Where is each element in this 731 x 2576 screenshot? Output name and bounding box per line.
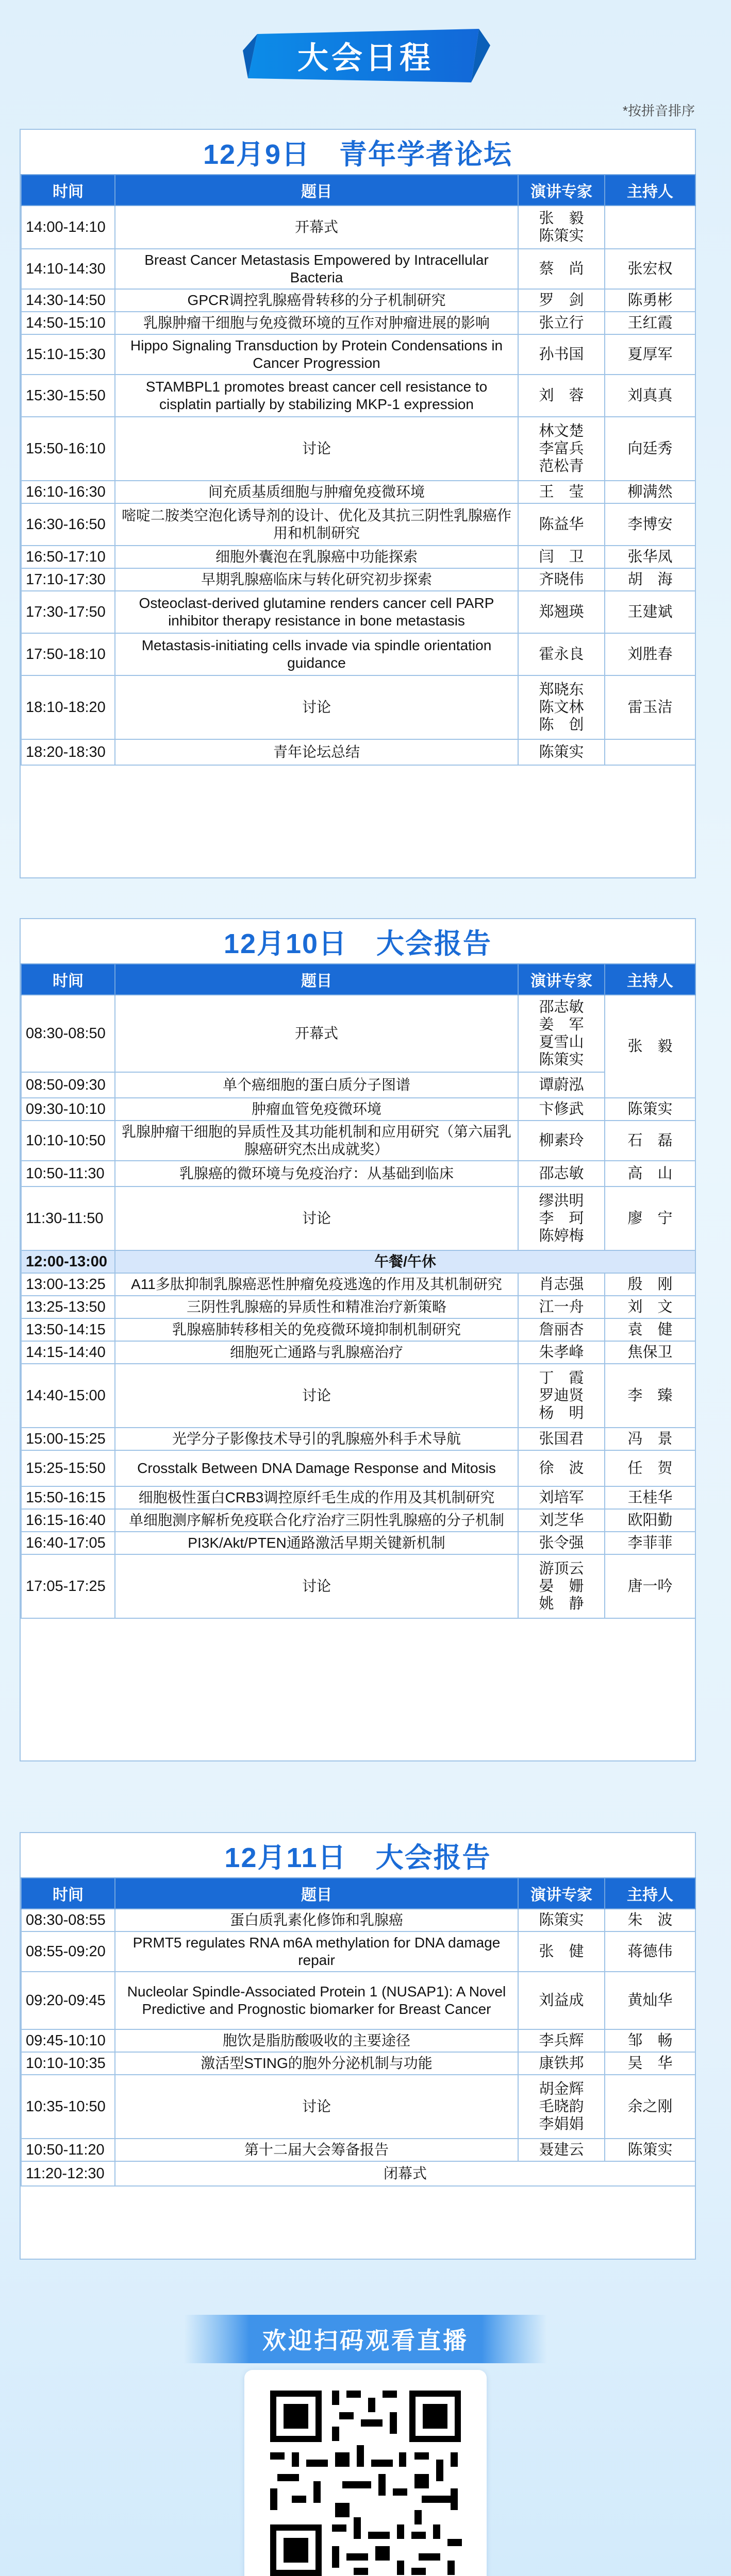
column-header-time: 时间 [21, 1878, 115, 1909]
host-cell: 胡 海 [605, 568, 695, 591]
topic-cell: 细胞死亡通路与乳腺癌治疗 [115, 1341, 518, 1364]
qr-code-icon[interactable] [244, 2370, 487, 2576]
topic-cell: 间充质基质细胞与肿瘤免疫微环境 [115, 481, 518, 503]
topic-cell: 开幕式 [115, 206, 518, 249]
table-row [21, 2139, 695, 2161]
host-cell: 雷玉洁 [605, 675, 695, 739]
column-header-speaker: 演讲专家 [518, 175, 605, 206]
topic-cell: 讨论 [115, 1554, 518, 1618]
qr-code-card [244, 2370, 487, 2576]
host-cell: 吴 华 [605, 2052, 695, 2075]
topic-cell: PRMT5 regulates RNA m6A methylation for DNA damage repair [115, 1931, 518, 1972]
speaker-cell: 刘益成 [518, 1972, 605, 2029]
time-cell: 13:00-13:25 [21, 1273, 115, 1296]
column-header-host: 主持人 [605, 964, 695, 995]
host-cell: 廖 宁 [605, 1187, 695, 1250]
speaker-cell: 王 莹 [518, 481, 605, 503]
table-row [21, 1273, 695, 1296]
host-cell: 欧阳勤 [605, 1509, 695, 1532]
time-cell: 09:45-10:10 [21, 2029, 115, 2052]
time-cell: 15:30-15:50 [21, 375, 115, 417]
schedule-table [21, 1877, 696, 2187]
speaker-cell: 李兵辉 [518, 2029, 605, 2052]
host-cell: 任 贺 [605, 1450, 695, 1486]
schedule-table [21, 174, 696, 766]
host-cell [605, 739, 695, 765]
topic-cell: 讨论 [115, 2075, 518, 2139]
time-cell: 11:30-11:50 [21, 1187, 115, 1250]
table-row [21, 568, 695, 591]
topic-cell: 讨论 [115, 1364, 518, 1428]
speaker-cell: 陈益华 [518, 503, 605, 546]
time-cell: 17:50-18:10 [21, 633, 115, 675]
host-cell: 高 山 [605, 1161, 695, 1187]
topic-cell: Breast Cancer Metastasis Empowered by Intracellular Bacteria [115, 249, 518, 289]
column-header-time: 时间 [21, 175, 115, 206]
host-cell: 刘胜春 [605, 633, 695, 675]
time-cell: 08:30-08:55 [21, 1909, 115, 1931]
table-row [21, 2075, 695, 2139]
table-row [21, 1450, 695, 1486]
table-row [21, 1931, 695, 1972]
topic-cell: 闭幕式 [115, 2161, 695, 2186]
speaker-cell: 邵志敏 姜 军 夏雪山 陈策实 [518, 995, 605, 1072]
topic-cell: 青年论坛总结 [115, 739, 518, 765]
host-cell: 张华凤 [605, 546, 695, 568]
topic-cell: PI3K/Akt/PTEN通路激活早期关键新机制 [115, 1532, 518, 1554]
time-cell: 17:30-17:50 [21, 591, 115, 633]
speaker-cell: 聂建云 [518, 2139, 605, 2161]
table-row [21, 1072, 695, 1098]
topic-cell: 第十二届大会筹备报告 [115, 2139, 518, 2161]
host-cell: 殷 刚 [605, 1273, 695, 1296]
host-cell: 陈策实 [605, 2139, 695, 2161]
table-row [21, 1318, 695, 1341]
time-cell: 14:50-15:10 [21, 312, 115, 334]
speaker-cell: 张 毅 陈策实 [518, 206, 605, 249]
time-cell: 14:00-14:10 [21, 206, 115, 249]
topic-cell: 光学分子影像技术导引的乳腺癌外科手术导航 [115, 1428, 518, 1450]
table-row [21, 206, 695, 249]
table-row [21, 249, 695, 289]
table-row [21, 1532, 695, 1554]
time-cell: 09:20-09:45 [21, 1972, 115, 2029]
host-cell: 石 磊 [605, 1121, 695, 1161]
host-cell: 袁 健 [605, 1318, 695, 1341]
time-cell: 10:10-10:50 [21, 1121, 115, 1161]
topic-cell: Metastasis-initiating cells invade via spindle orientation guidance [115, 633, 518, 675]
host-cell: 朱 波 [605, 1909, 695, 1931]
column-header-speaker: 演讲专家 [518, 964, 605, 995]
speaker-cell: 张立行 [518, 312, 605, 334]
topic-cell: Hippo Signaling Transduction by Protein Condensations in Cancer Progression [115, 334, 518, 375]
topic-cell: 讨论 [115, 675, 518, 739]
time-cell: 15:00-15:25 [21, 1428, 115, 1450]
speaker-cell: 张令强 [518, 1532, 605, 1554]
table-row [21, 1161, 695, 1187]
speaker-cell: 胡金辉 毛晓韵 李娟娟 [518, 2075, 605, 2139]
host-cell: 王建斌 [605, 591, 695, 633]
time-cell: 10:50-11:30 [21, 1161, 115, 1187]
host-cell: 王桂华 [605, 1486, 695, 1509]
speaker-cell: 缪洪明 李 珂 陈婷梅 [518, 1187, 605, 1250]
host-cell: 李 臻 [605, 1364, 695, 1428]
table-row [21, 1121, 695, 1161]
speaker-cell: 康铁邦 [518, 2052, 605, 2075]
column-header-time: 时间 [21, 964, 115, 995]
table-row [21, 2161, 695, 2186]
topic-cell: 肿瘤血管免疫微环境 [115, 1098, 518, 1121]
time-cell: 14:15-14:40 [21, 1341, 115, 1364]
time-cell: 13:25-13:50 [21, 1296, 115, 1318]
topic-cell: GPCR调控乳腺癌骨转移的分子机制研究 [115, 289, 518, 312]
topic-cell: Nucleolar Spindle-Associated Protein 1 (NUSAP1): A Novel Predictive and Prognostic biomarker for Breast Cancer [115, 1972, 518, 2029]
time-cell: 15:25-15:50 [21, 1450, 115, 1486]
speaker-cell: 陈策实 [518, 1909, 605, 1931]
time-cell: 16:15-16:40 [21, 1509, 115, 1532]
time-cell: 14:10-14:30 [21, 249, 115, 289]
speaker-cell: 罗 剑 [518, 289, 605, 312]
host-cell: 刘真真 [605, 375, 695, 417]
host-cell: 李菲菲 [605, 1532, 695, 1554]
schedule-card-day1 [20, 129, 696, 878]
topic-cell: 午餐/午休 [115, 1250, 695, 1273]
speaker-cell: 卞修武 [518, 1098, 605, 1121]
time-cell: 16:10-16:30 [21, 481, 115, 503]
time-cell: 16:50-17:10 [21, 546, 115, 568]
speaker-cell: 张国君 [518, 1428, 605, 1450]
host-cell: 张宏权 [605, 249, 695, 289]
time-cell: 17:05-17:25 [21, 1554, 115, 1618]
table-row [21, 417, 695, 481]
speaker-cell: 陈策实 [518, 739, 605, 765]
host-cell: 唐一吟 [605, 1554, 695, 1618]
host-cell: 邹 畅 [605, 2029, 695, 2052]
table-row [21, 1486, 695, 1509]
table-row [21, 2052, 695, 2075]
host-cell: 王红霞 [605, 312, 695, 334]
speaker-cell: 詹丽杏 [518, 1318, 605, 1341]
table-row [21, 739, 695, 765]
speaker-cell: 丁 霞 罗迪贤 杨 明 [518, 1364, 605, 1428]
topic-cell: 早期乳腺癌临床与转化研究初步探索 [115, 568, 518, 591]
host-cell: 柳满然 [605, 481, 695, 503]
time-cell: 10:50-11:20 [21, 2139, 115, 2161]
host-cell: 陈勇彬 [605, 289, 695, 312]
table-row [21, 633, 695, 675]
column-header-topic: 题目 [115, 964, 518, 995]
speaker-cell: 林文楚 李富兵 范松青 [518, 417, 605, 481]
topic-cell: 细胞极性蛋白CRB3调控原纤毛生成的作用及其机制研究 [115, 1486, 518, 1509]
speaker-cell: 邵志敏 [518, 1161, 605, 1187]
topic-cell: 乳腺肿瘤干细胞与免疫微环境的互作对肿瘤进展的影响 [115, 312, 518, 334]
time-cell: 15:50-16:10 [21, 417, 115, 481]
time-cell: 16:40-17:05 [21, 1532, 115, 1554]
column-header-topic: 题目 [115, 175, 518, 206]
speaker-cell: 徐 波 [518, 1450, 605, 1486]
time-cell: 10:35-10:50 [21, 2075, 115, 2139]
schedule-table [21, 963, 696, 1619]
time-cell: 15:10-15:30 [21, 334, 115, 375]
table-row [21, 995, 695, 1072]
speaker-cell: 齐晓伟 [518, 568, 605, 591]
time-cell: 14:40-15:00 [21, 1364, 115, 1428]
host-cell: 蒋德伟 [605, 1931, 695, 1972]
topic-cell: 讨论 [115, 1187, 518, 1250]
table-row [21, 334, 695, 375]
table-row [21, 1972, 695, 2029]
time-cell: 18:10-18:20 [21, 675, 115, 739]
time-cell: 08:55-09:20 [21, 1931, 115, 1972]
topic-cell: 单个癌细胞的蛋白质分子图谱 [115, 1072, 518, 1098]
section-title: 12月9日 青年学者论坛 [203, 139, 513, 170]
speaker-cell: 谭蔚泓 [518, 1072, 605, 1098]
host-cell: 焦保卫 [605, 1341, 695, 1364]
host-cell: 冯 景 [605, 1428, 695, 1450]
decorative-waves [0, 2563, 731, 2576]
speaker-cell: 霍永良 [518, 633, 605, 675]
speaker-cell: 刘芝华 [518, 1509, 605, 1532]
topic-cell: 胞饮是脂肪酸吸收的主要途径 [115, 2029, 518, 2052]
speaker-cell: 江一舟 [518, 1296, 605, 1318]
table-row [21, 1909, 695, 1931]
speaker-cell: 刘培军 [518, 1486, 605, 1509]
host-cell: 刘 文 [605, 1296, 695, 1318]
lunch-row [21, 1250, 695, 1273]
speaker-cell: 肖志强 [518, 1273, 605, 1296]
speaker-cell: 柳素玲 [518, 1121, 605, 1161]
column-header-host: 主持人 [605, 175, 695, 206]
column-header-topic: 题目 [115, 1878, 518, 1909]
page-title: 大会日程 [297, 41, 434, 75]
time-cell: 14:30-14:50 [21, 289, 115, 312]
topic-cell: 嘧啶二胺类空泡化诱导剂的设计、优化及其抗三阴性乳腺癌作用和机制研究 [115, 503, 518, 546]
time-cell: 13:50-14:15 [21, 1318, 115, 1341]
table-row [21, 546, 695, 568]
speaker-cell: 郑翘瑛 [518, 591, 605, 633]
time-cell: 18:20-18:30 [21, 739, 115, 765]
table-row [21, 1296, 695, 1318]
table-row [21, 503, 695, 546]
speaker-cell: 郑晓东 陈文林 陈 创 [518, 675, 605, 739]
speaker-cell: 孙书国 [518, 334, 605, 375]
topic-cell: 细胞外囊泡在乳腺癌中功能探索 [115, 546, 518, 568]
topic-cell: 乳腺肿瘤干细胞的异质性及其功能机制和应用研究（第六届乳腺癌研究杰出成就奖） [115, 1121, 518, 1161]
speaker-cell: 闫 卫 [518, 546, 605, 568]
table-row [21, 375, 695, 417]
speaker-cell: 张 健 [518, 1931, 605, 1972]
time-cell: 09:30-10:10 [21, 1098, 115, 1121]
time-cell: 08:30-08:50 [21, 995, 115, 1072]
host-cell: 陈策实 [605, 1098, 695, 1121]
topic-cell: Osteoclast-derived glutamine renders cancer cell PARP inhibitor therapy resistance in bone metastasis [115, 591, 518, 633]
host-cell: 向廷秀 [605, 417, 695, 481]
schedule-card-day2 [20, 918, 696, 1761]
table-row [21, 591, 695, 633]
table-row [21, 312, 695, 334]
host-cell: 张 毅 [605, 995, 695, 1098]
section-title: 12月10日 大会报告 [223, 928, 492, 959]
host-cell: 李博安 [605, 503, 695, 546]
table-row [21, 1187, 695, 1250]
topic-cell: 乳腺癌的微环境与免疫治疗：从基础到临床 [115, 1161, 518, 1187]
topic-cell: 单细胞测序解析免疫联合化疗治疗三阴性乳腺癌的分子机制 [115, 1509, 518, 1532]
topic-cell: 激活型STING的胞外分泌机制与功能 [115, 2052, 518, 2075]
table-row [21, 675, 695, 739]
topic-cell: 讨论 [115, 417, 518, 481]
time-cell: 11:20-12:30 [21, 2161, 115, 2186]
time-cell: 17:10-17:30 [21, 568, 115, 591]
speaker-cell: 刘 蓉 [518, 375, 605, 417]
column-header-host: 主持人 [605, 1878, 695, 1909]
sort-note: *按拼音排序 [622, 103, 695, 118]
topic-cell: 三阴性乳腺癌的异质性和精准治疗新策略 [115, 1296, 518, 1318]
table-row [21, 2029, 695, 2052]
table-row [21, 1554, 695, 1618]
table-row [21, 289, 695, 312]
topic-cell: 开幕式 [115, 995, 518, 1072]
host-cell: 夏厚军 [605, 334, 695, 375]
speaker-cell: 朱孝峰 [518, 1341, 605, 1364]
speaker-cell: 蔡 尚 [518, 249, 605, 289]
table-row [21, 481, 695, 503]
host-cell [605, 206, 695, 249]
table-row [21, 1098, 695, 1121]
table-row [21, 1428, 695, 1450]
host-cell: 黄灿华 [605, 1972, 695, 2029]
time-cell: 10:10-10:35 [21, 2052, 115, 2075]
column-header-speaker: 演讲专家 [518, 1878, 605, 1909]
host-cell: 余之刚 [605, 2075, 695, 2139]
qr-title: 欢迎扫码观看直播 [262, 2327, 469, 2354]
table-row [21, 1364, 695, 1428]
time-cell: 15:50-16:15 [21, 1486, 115, 1509]
time-cell: 08:50-09:30 [21, 1072, 115, 1098]
speaker-cell: 游顶云 晏 姗 姚 静 [518, 1554, 605, 1618]
section-title: 12月11日 大会报告 [224, 1842, 491, 1873]
time-cell: 12:00-13:00 [21, 1250, 115, 1273]
time-cell: 16:30-16:50 [21, 503, 115, 546]
topic-cell: Crosstalk Between DNA Damage Response and Mitosis [115, 1450, 518, 1486]
topic-cell: A11多肽抑制乳腺癌恶性肿瘤免疫逃逸的作用及其机制研究 [115, 1273, 518, 1296]
topic-cell: 乳腺癌肺转移相关的免疫微环境抑制机制研究 [115, 1318, 518, 1341]
table-row [21, 1341, 695, 1364]
table-row [21, 1509, 695, 1532]
schedule-card-day3 [20, 1832, 696, 2260]
topic-cell: 蛋白质乳素化修饰和乳腺癌 [115, 1909, 518, 1931]
topic-cell: STAMBPL1 promotes breast cancer cell resistance to cisplatin partially by stabilizing MKP-1 expression [115, 375, 518, 417]
